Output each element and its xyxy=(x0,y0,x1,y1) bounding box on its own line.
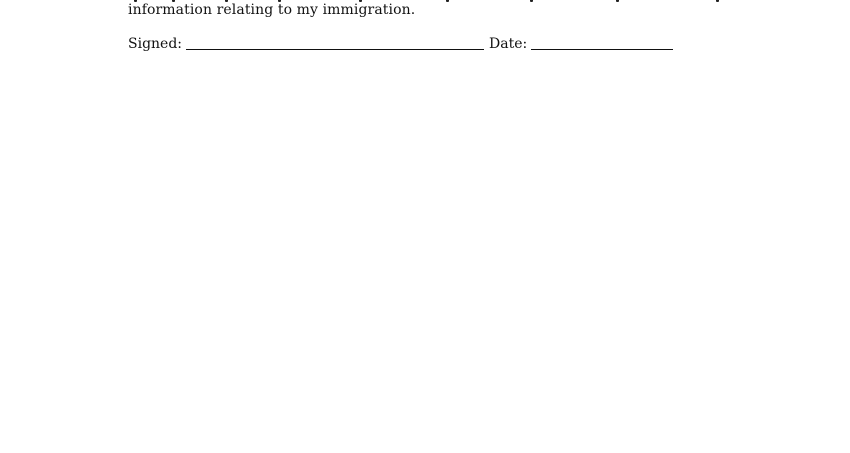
signature-field[interactable] xyxy=(186,36,484,50)
signed-label: Signed: xyxy=(128,36,183,52)
date-label: Date: xyxy=(489,36,528,52)
signature-row xyxy=(128,34,673,53)
paragraph-line: information relating to my immigration. xyxy=(128,2,416,18)
date-field[interactable] xyxy=(531,36,673,50)
